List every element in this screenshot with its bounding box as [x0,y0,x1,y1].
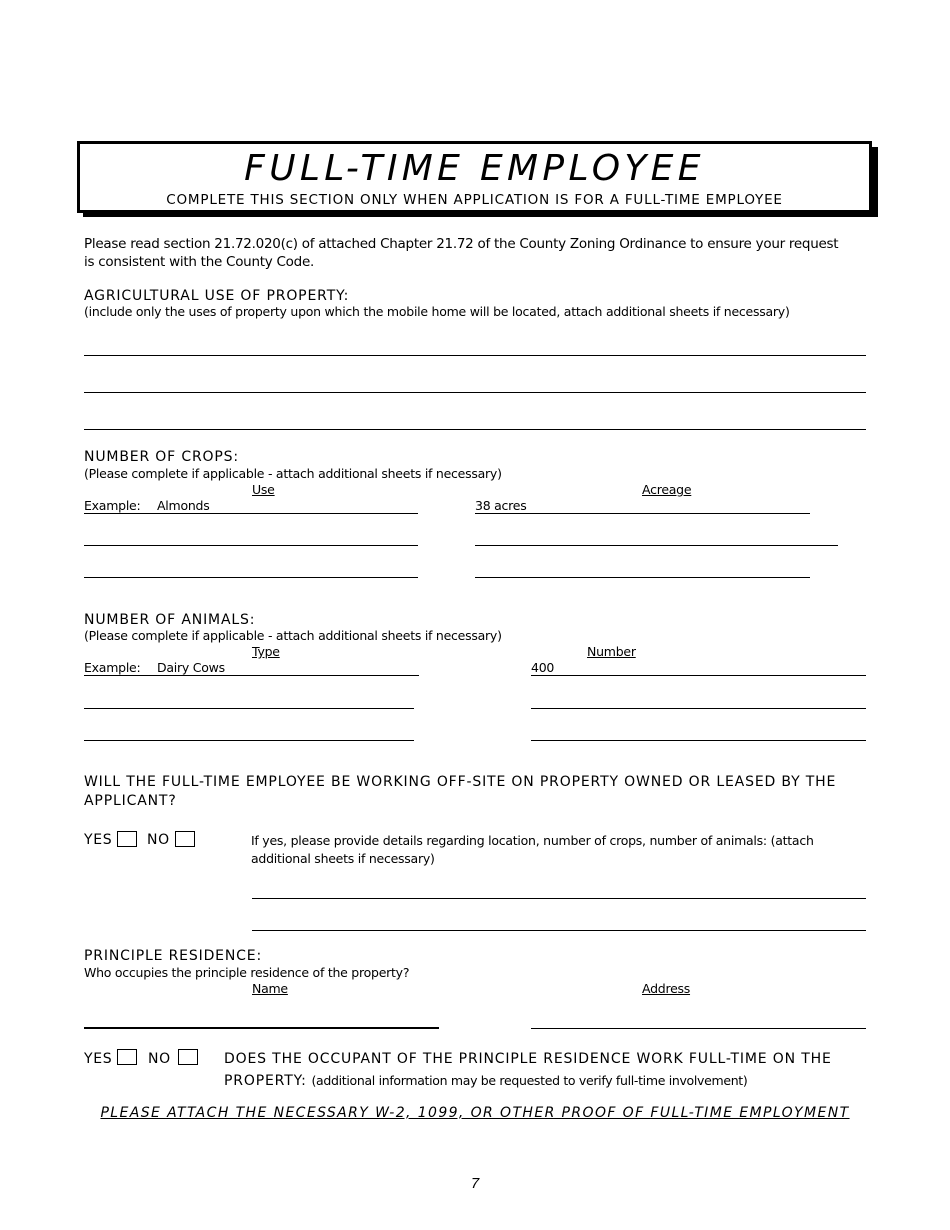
offsite-details-field-2[interactable] [252,930,866,931]
crops-row-1-use[interactable] [84,545,418,546]
animals-example-number: 400 [531,660,555,675]
principle-residence-address-field[interactable] [531,1028,866,1029]
crops-col-use: Use [252,482,275,497]
section-title: FULL-TIME EMPLOYEE [244,148,705,189]
occupant-question-line-1: DOES THE OCCUPANT OF THE PRINCIPLE RESIDENCE WORK FULL-TIME ON THE [224,1051,832,1067]
occupant-question-note: (additional information may be requested to verify full-time involvement) [311,1073,748,1088]
principle-residence-col-address: Address [642,981,691,996]
agricultural-use-line-1[interactable] [84,355,866,356]
occupant-no-checkbox[interactable] [178,1049,198,1065]
animals-col-number: Number [587,644,636,659]
section-subtitle: COMPLETE THIS SECTION ONLY WHEN APPLICATION IS FOR A FULL-TIME EMPLOYEE [166,192,783,208]
animals-row-2-number[interactable] [531,740,866,741]
agricultural-use-line-2[interactable] [84,392,866,393]
principle-residence-name-field[interactable] [84,1027,439,1029]
offsite-no-label: NO [147,832,170,848]
animals-example-type-line [84,675,419,676]
occupant-no-label: NO [148,1051,171,1067]
crops-example-label: Example: [84,498,141,513]
offsite-question-line-2: APPLICANT? [84,793,177,809]
intro-line-1: Please read section 21.72.020(c) of attached Chapter 21.72 of the County Zoning Ordinance to ensure your request [84,236,839,252]
animals-row-1-type[interactable] [84,708,414,709]
animals-col-type: Type [252,644,280,659]
agricultural-use-note: (include only the uses of property upon which the mobile home will be located, attach additional sheets if necessary) [84,304,790,319]
intro-line-2: is consistent with the County Code. [84,254,315,270]
occupant-yes-checkbox[interactable] [117,1049,137,1065]
principle-residence-heading: PRINCIPLE RESIDENCE: [84,948,263,964]
crops-row-2-acreage[interactable] [475,577,810,578]
offsite-details-line-1: If yes, please provide details regarding location, number of crops, number of animals: (attach [251,833,814,848]
crops-col-acreage: Acreage [642,482,692,497]
crops-row-2-use[interactable] [84,577,418,578]
crops-heading: NUMBER OF CROPS: [84,449,239,465]
offsite-yes-label: YES [84,832,113,848]
offsite-details-line-2: additional sheets if necessary) [251,851,435,866]
crops-note: (Please complete if applicable - attach additional sheets if necessary) [84,466,502,481]
animals-example-type: Dairy Cows [157,660,225,675]
crops-example-use-line [84,513,418,514]
animals-example-number-line [531,675,866,676]
animals-heading: NUMBER OF ANIMALS: [84,612,256,628]
animals-note: (Please complete if applicable - attach additional sheets if necessary) [84,628,502,643]
animals-row-2-type[interactable] [84,740,414,741]
page-number: 7 [470,1175,480,1192]
crops-example-acreage: 38 acres [475,498,527,513]
agricultural-use-heading: AGRICULTURAL USE OF PROPERTY: [84,288,350,304]
offsite-yes-checkbox[interactable] [117,831,137,847]
offsite-no-checkbox[interactable] [175,831,195,847]
occupant-yes-label: YES [84,1051,113,1067]
offsite-question-line-1: WILL THE FULL-TIME EMPLOYEE BE WORKING OFF-SITE ON PROPERTY OWNED OR LEASED BY THE [84,774,837,790]
crops-example-acreage-line [475,513,810,514]
principle-residence-col-name: Name [252,981,288,996]
animals-example-label: Example: [84,660,141,675]
crops-row-1-acreage[interactable] [475,545,838,546]
crops-example-use: Almonds [157,498,210,513]
section-header [77,141,872,213]
occupant-question-caps: PROPERTY: [224,1073,307,1089]
offsite-details-field-1[interactable] [252,898,866,899]
occupant-question-line-2 [224,1070,747,1090]
animals-row-1-number[interactable] [531,708,866,709]
agricultural-use-line-3[interactable] [84,429,866,430]
principle-residence-question: Who occupies the principle residence of the property? [84,965,410,980]
proof-of-employment-notice: PLEASE ATTACH THE NECESSARY W-2, 1099, OR OTHER PROOF OF FULL-TIME EMPLOYMENT [100,1105,850,1121]
